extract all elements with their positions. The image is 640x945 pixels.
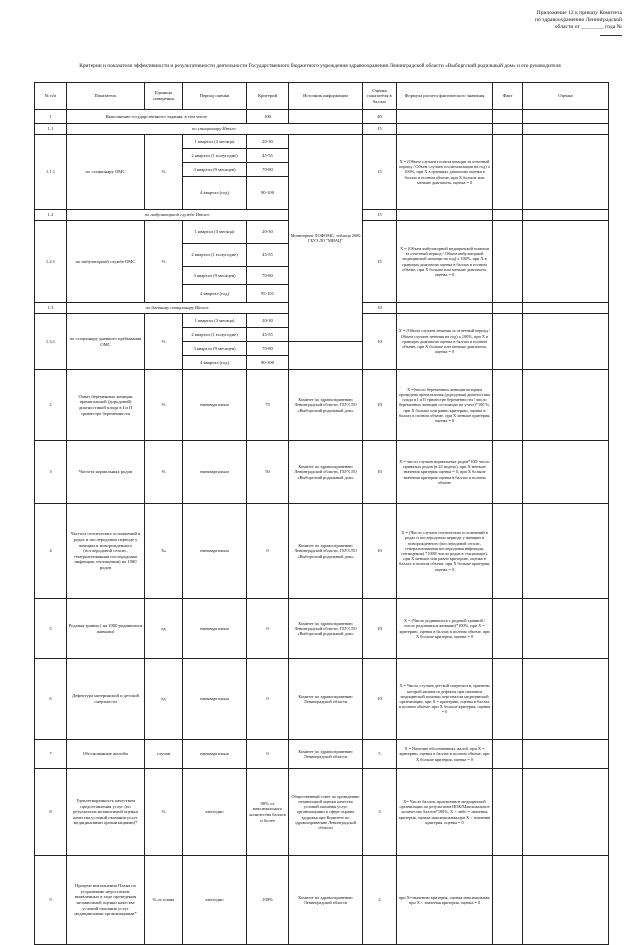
cell-unit: % от плана [145,856,183,945]
cell-rating [523,769,609,856]
cell-period: 3 квартал (9 месяцев) [183,267,247,285]
table-row [35,599,609,659]
cell-criterion: 70-80 [247,267,289,285]
cell-criterion: 50 [247,441,289,504]
cell-fact [493,303,523,314]
cell-formula [397,124,493,135]
cell-num: 2 [35,370,67,441]
cell-score: 3 [363,769,397,856]
cell-source: Комитет по здравоохранению Ленинградской области [289,740,363,769]
cell-criterion: 45-55 [247,328,289,342]
cell-rating [523,221,609,303]
cell-num: 1.2 [35,210,67,221]
table-row [35,370,609,441]
cell-period: ежеквартально [183,370,247,441]
cell-criterion: 20-30 [247,135,289,149]
cell-period: 1 квартал (3 месяца) [183,221,247,244]
cell-fact [493,210,523,221]
cell-formula: Х = (Объем случаев лечения за отчетный период / Объем случаев лечения на год) х 100%, при Х в границах диапазона оценка в баллах в полном объеме, при Х больше или меньше диапазона, оценка = 0 [397,314,493,370]
cell-formula [397,210,493,221]
cell-indicator: по стационару ОМС [67,135,145,210]
cell-source: Комитет по здравоохранению Ленинградской области, ГБУЗ ЛО «Выборгский родильный дом» [289,504,363,599]
cell-fact [493,124,523,135]
cell-period: 4 квартал (год) [183,285,247,303]
cell-num: 1.1 [35,124,67,135]
table-row [35,740,609,769]
cell-period: 2 квартал (1 полугодие) [183,244,247,267]
cell-fact [493,856,523,945]
cell-criterion: 100% [247,856,289,945]
cell-rating [523,659,609,740]
cell-formula: Х = Наличие обоснованных жалоб, при Х = критерию, оценка в баллах в полном объеме, при Х больше критерия, оценка = 0 [397,740,493,769]
cell-fact [493,110,523,124]
cell-fact [493,769,523,856]
cell-fact [493,314,523,370]
header-formula: Формула расчета фактического значения [397,83,493,110]
cell-period: 4 квартал (год) [183,356,247,370]
cell-criterion: 95-101 [247,285,289,303]
cell-criterion: 45-55 [247,149,289,163]
cell-score: 15 [363,135,397,210]
cell-rating [523,856,609,945]
cell-num: 7 [35,740,67,769]
cell-formula: Х= Число баллов, присвоенное медицинской организации по результатам НОК/Максимальное количество баллов*100%, Х > либо = значения критерия, оценка максимальная,при Х < значения критерия, оценка = 0 [397,769,493,856]
cell-indicator: Частота нормальных родов [67,441,145,504]
appendix-line-2: по здравоохранению Ленинградской [535,17,622,24]
cell-period: 1 квартал (3 месяца) [183,314,247,328]
cell-rating [523,599,609,659]
cell-rating [523,303,609,314]
cell-num: 4 [35,504,67,599]
cell-score: 15 [363,221,397,303]
cell-num: 5 [35,599,67,659]
cell-criterion: 90% от максимального количества баллов и более [247,769,289,856]
cell-unit: % [145,769,183,856]
cell-rating [523,504,609,599]
cell-criterion: 0 [247,599,289,659]
cell-num: 9 [35,856,67,945]
cell-num: 1.3.1 [35,314,67,370]
cell-criterion: 75 [247,370,289,441]
section-label: по дневному стационару Итого: [67,303,289,314]
header-source: Источник информации [289,83,363,110]
table-row [35,659,609,740]
cell-fact [493,599,523,659]
cell-num: 1.3 [35,303,67,314]
cell-indicator: Обоснованные жалобы [67,740,145,769]
cell-criterion: 0 [247,659,289,740]
cell-fact [493,221,523,303]
cell-rating [523,370,609,441]
cell-period: 4 квартал (год) [183,177,247,210]
table-row [35,504,609,599]
cell-num: 8 [35,769,67,856]
cell-criterion: 0 [247,740,289,769]
table-header-row [35,83,609,110]
appendix-line-1: Приложение 12 к приказу Комитета [536,10,622,16]
section-label: по стационару Итого: [67,124,363,135]
signature-line [600,35,622,36]
appendix-line-3: области от ________ года № [554,24,622,31]
cell-unit: % [145,135,183,210]
cell-score: 10 [363,504,397,599]
cell-unit: % [145,370,183,441]
cell-fact [493,135,523,210]
cell-period: 3 квартал (9 месяцев) [183,163,247,177]
cell-formula [397,110,493,124]
cell-rating [523,210,609,221]
cell-score: 2 [363,856,397,945]
cell-formula: Х = Число случаев детской смертности, причины которой являются дефекты при оказании медицинской помощи персоналом медицинской организации, при Х = критерию, оценка в баллах в полном объеме, при Х больше критерия, оценка = 0 [397,659,493,740]
cell-formula: Х =(число беременных женщин которым проведена пренатальная (дородовая) диагностика плода в I и II триместре беременности / число беременных женщин состоящих на учете)*100 %, при Х больше или равно критерию, оценка в баллах в полном объеме, при Х меньше критерия, оценка = 0 [397,370,493,441]
cell-indicator: Охват беременных женщин пренатальной (дородовой) диагностикой плода в I и II триместре беременности [67,370,145,441]
header-period: Период оценки [183,83,247,110]
cell-unit: ‰ [145,504,183,599]
cell-score: 10 [363,599,397,659]
header-unit: Единица измерения [145,83,183,110]
cell-period: ежеквартально [183,740,247,769]
cell-formula: Х = число случаев нормальных родов*100/ число принятых родов (в 22 недель), при Х меньше значения критерия оценка = 0, при Х больше значения критерия оценка в баллах в полном объеме [397,441,493,504]
cell-rating [523,740,609,769]
cell-unit: % [145,441,183,504]
cell-period: ежеквартально [183,659,247,740]
header-rating: Оценка [523,83,609,110]
cell-fact [493,441,523,504]
cell-criterion: 70-80 [247,342,289,356]
cell-criterion: 90-100 [247,356,289,370]
cell-formula [397,303,493,314]
table-row [35,135,609,149]
cell-formula: Х = (Объем амбулаторной медицинской помощи за отчетный период / Объем амбулаторной медицинской помощи на год) х 100%, при Х в границах диапазона оценка в баллах в полном объеме, при Х больше или меньше диапазона, оценка = 0 [397,221,493,303]
cell-num: 1.1.1 [35,135,67,210]
cell-period: 3 квартал (9 месяцев) [183,342,247,356]
header-score: Оценка показателя в баллах [363,83,397,110]
cell-score: 15 [363,124,397,135]
cell-indicator: по стационару дневного пребывания ОМС [67,314,145,370]
cell-score: 5 [363,740,397,769]
cell-criterion: 90-100 [247,177,289,210]
cell-period: ежеквартально [183,504,247,599]
cell-rating [523,441,609,504]
cell-period: 2 квартал (1 полугодие) [183,328,247,342]
cell-period: ежегодно [183,769,247,856]
cell-period: 2 квартал (1 полугодие) [183,149,247,163]
cell-unit: ед [145,659,183,740]
cell-source: Мониторинг ЛОФОМС, таблица 2000 ГБУЗ ЛО "МИАЦ" [289,135,363,342]
header-criterion: Критерий [247,83,289,110]
cell-criterion: 20-30 [247,314,289,328]
cell-indicator: Выполнение государственного задания, в том числе [67,110,247,124]
cell-unit: случаи [145,740,183,769]
cell-score: 10 [363,314,397,370]
cell-formula: при Х=значению критерия, оценка максимальная; при Х < значения критерия, оценка = 0 [397,856,493,945]
appendix-header [472,10,622,39]
cell-period: ежеквартально [183,599,247,659]
section-row [35,124,609,135]
cell-fact [493,370,523,441]
cell-criterion: 0 [247,504,289,599]
cell-criterion: 100 [247,110,289,124]
cell-period: 1 квартал (3 месяца) [183,135,247,149]
cell-criterion: 45-55 [247,244,289,267]
header-indicator: Показатель [67,83,145,110]
cell-fact [493,659,523,740]
cell-rating [523,124,609,135]
cell-unit: % [145,314,183,370]
cell-fact [493,504,523,599]
cell-score: 15 [363,210,397,221]
cell-fact [493,740,523,769]
cell-num: 1.2.1 [35,221,67,303]
cell-score: 10 [363,659,397,740]
cell-rating [523,110,609,124]
cell-score: 40 [363,110,397,124]
table-row [35,856,609,945]
cell-criterion: 20-30 [247,221,289,244]
cell-source: Комитет по здравоохранению Ленинградской области, ГБУЗ ЛО «Выборгский родильный дом» [289,441,363,504]
cell-num: 1 [35,110,67,124]
cell-unit: % [145,221,183,303]
cell-source [289,110,363,124]
cell-num: 6 [35,659,67,740]
cell-rating [523,135,609,210]
criteria-table [34,82,609,945]
cell-indicator: Частота септических осложнений в родах и послеродовом периоде у женщин и новорожденного (послеродовой сепсис, генерализованная послеродовая инфекция, септицемия) на 1000 родов [67,504,145,599]
cell-source: Комитет по здравоохранению Ленинградской области, ГБУЗ ЛО «Выборгский родильный дом» [289,370,363,441]
cell-indicator: Дефектура материнской и детской смертности [67,659,145,740]
header-fact: Факт [493,83,523,110]
cell-source: Комитет по здравоохранению Ленинградской области [289,659,363,740]
cell-score: 10 [363,303,397,314]
cell-indicator: по амбулаторной службе ОМС [67,221,145,303]
cell-period: ежегодно [183,856,247,945]
document-title: Критерии и показатели эффективности и результативности деятельности Государственного бюджетного учреждения здравоохранения Ленинградской области «Выборгский родильный дом» и его руководителя [79,63,561,69]
cell-indicator: Процент выполнения Плана по устранению недостатков, выявленных в ходе проведения независимой оценки качества условий оказания услуг медицинскими организациями* [67,856,145,945]
section-label: по амбулаторной службе Итого: [67,210,289,221]
cell-score: 10 [363,370,397,441]
table-row [35,110,609,124]
cell-unit: ед [145,599,183,659]
table-row [35,441,609,504]
cell-rating [523,314,609,370]
table-row [35,769,609,856]
cell-num: 3 [35,441,67,504]
cell-indicator: Удовлетворенность качеством предоставления услуг (по результатам независимой оценки качества условий оказания услуг медицинскими организациями)* [67,769,145,856]
cell-criterion: 70-80 [247,163,289,177]
header-num: № п/п [35,83,67,110]
cell-source: Общественный совет по проведению независимой оценки качества условий оказания услуг организациями в сфере охраны здоровья при Комитете по здравоохранению Ленинградской области [289,769,363,856]
cell-period: ежеквартально [183,441,247,504]
cell-indicator: Родовая травма ( на 1000 родившихся живыми) [67,599,145,659]
cell-formula: Х = (Объем случаев госпитализации за отчетный период / Объем случаев госпитализации на год) х 100%, при Х в границах диапазона оценка в баллах в полном объеме, при Х больше или меньше диапазона, оценка = 0 [397,135,493,210]
cell-source: Комитет по здравоохранению Ленинградской области, ГБУЗ ЛО «Выборгский родильный дом» [289,599,363,659]
cell-score: 10 [363,441,397,504]
cell-formula: Х = (Число случаев септических осложнений в родах и послеродовом периоде у женщин и новорожденного (послеродовой сепсис, генерализованная послеродовая инфекция, септицемия) *1000/ число родов в стационаре), при Х меньше или равно критерию, оценка в баллах в полном объеме, при Х больше критерия, оценка = 0 [397,504,493,599]
cell-source: Комитет по здравоохранению Ленинградской области [289,856,363,945]
cell-formula: Х = (Число родившихся с родовой травмой / число родившихся живыми)*100%, при Х = критерию, оценка в баллах в полном объеме, при Х больше критерия, оценка = 0 [397,599,493,659]
